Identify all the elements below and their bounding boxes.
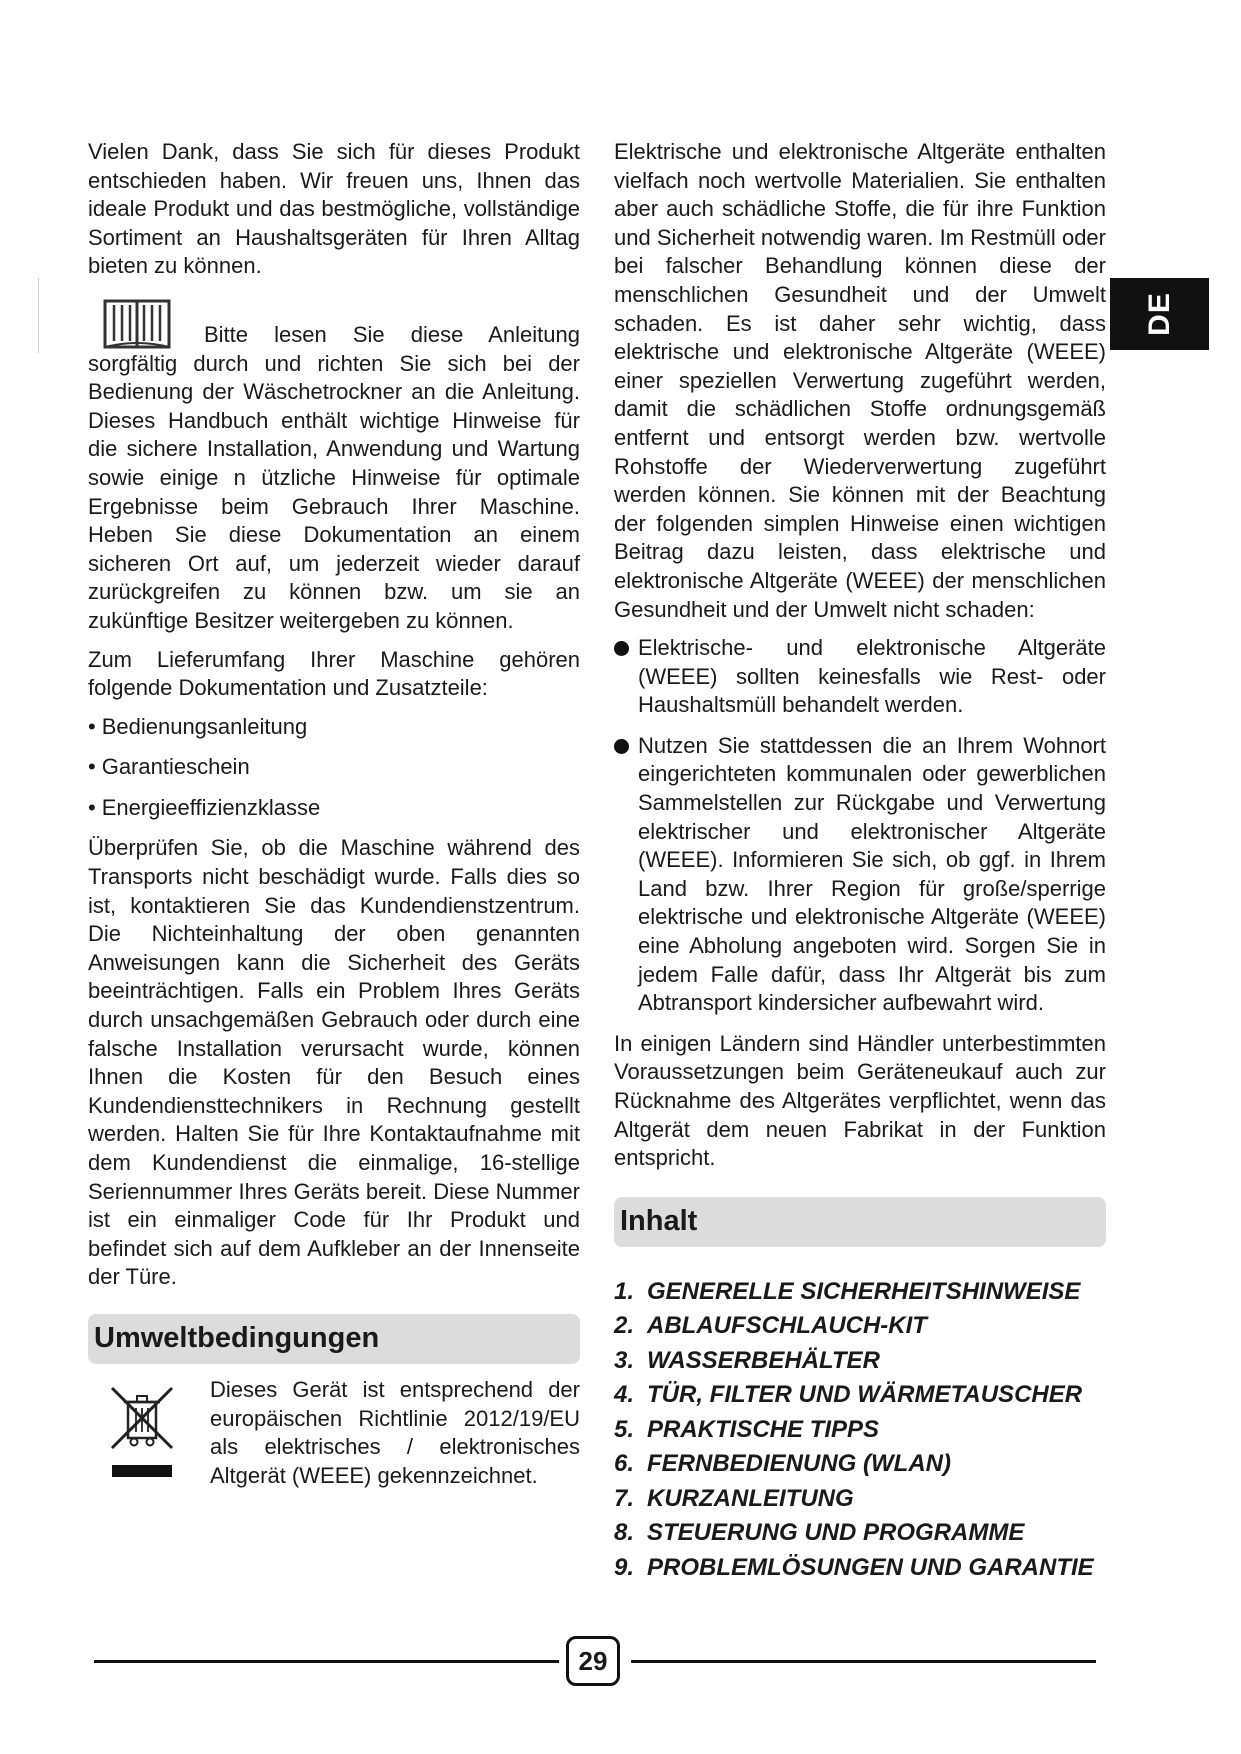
check-paragraph: Überprüfen Sie, ob die Maschine während des Transports nicht beschädigt wurde. Falls dies so ist, kontaktieren Sie das Kundendienstzentrum. Die Nichteinhaltung der oben genannten Anweisungen kann die Sicherheit des Geräts beeinträchtigen. Falls ein Problem Ihres Geräts durch unsachgemäßen Gebrauch oder durch eine falsche Installation verursacht wurde, können Ihnen die Kosten für den Besuch eines Kundendiensttechnikers in Rechnung gestellt werden. Halten Sie für Ihre Kontaktaufnahme mit dem Kundendienst die einmalige, 16-stellige Seriennummer Ihres Geräts bereit. Diese Nummer ist ein einmaliger Code für Ihr Produkt und befindet sich auf dem Aufkleber an der Innenseite der Türe. (88, 835, 580, 1290)
left-column (88, 138, 580, 1490)
delivery-paragraph: Zum Lieferumfang Ihrer Maschine gehören folgende Dokumentation und Zusatzteile: (88, 646, 580, 701)
list-item: Nutzen Sie stattdessen die an Ihrem Wohnort eingerichteten kommunalen oder gewerblichen Sammelstellen zur Rückgabe und Verwertung elektrischer und elektronischer Altgeräte (WEEE). Informieren Sie sich, ob ggf. in Ihrem Land bzw. Ihrer Region für große/sperrige elektrische und elektronische Altgeräte (WEEE) eine Abholung angeboten wird. Sorgen Sie in jedem Falle dafür, dass Ihr Altgerät bis zum Abtransport kindersicher aufbewahrt wird. (614, 732, 1106, 1018)
section-heading-environment: Umweltbedingungen (88, 1314, 580, 1364)
toc-item[interactable]: 4. TÜR, FILTER UND WÄRMETAUSCHER (614, 1381, 1083, 1409)
margin-mark (38, 278, 39, 353)
table-of-contents (614, 1275, 1106, 1586)
toc-item[interactable]: 8. STEUERUNG UND PROGRAMME (614, 1519, 1025, 1547)
toc-item[interactable]: 2. ABLAUFSCHLAUCH-KIT (614, 1312, 927, 1340)
page-number: 29 (566, 1636, 620, 1686)
book-icon (102, 295, 172, 351)
dealer-paragraph: In einigen Ländern sind Händler unterbestimmten Voraussetzungen beim Geräteneukauf auch zur Rücknahme des Altgerätes verpflichtet, wenn das Altgerät dem neuen Fabrikat in der Funktion entspricht. (614, 1030, 1106, 1171)
read-manual-paragraph: Bitte lesen Sie diese Anleitung sorgfältig durch und richten Sie sich bei der Bedienung der Wäschetrockner an die Anleitung. Dieses Handbuch enthält wichtige Hinweise für die sichere Installation, Anwendung und Wartung sowie einige n ützliche Hinweise für optimale Ergebnisse beim Gebrauch Ihrer Maschine. Heben Sie diese Dokumentation an einem sicheren Ort auf, um jederzeit wieder darauf zurückgreifen zu können bzw. um sie an zukünftige Besitzer weitergeben zu können. (88, 321, 580, 633)
toc-item[interactable]: 1. GENERELLE SICHERHEITSHINWEISE (614, 1277, 1081, 1305)
toc-item[interactable]: 5. PRAKTISCHE TIPPS (614, 1415, 880, 1443)
intro-paragraph: Vielen Dank, dass Sie sich für dieses Produkt entschieden haben. Wir freuen uns, Ihnen das ideale Produkt und das bestmögliche, vollständige Sortiment an Haushaltsgeräten für Ihren Alltag bieten zu können. (88, 139, 580, 279)
weee-block (88, 1376, 580, 1490)
toc-item[interactable]: 7. KURZANLEITUNG (614, 1484, 854, 1512)
delivery-list (88, 713, 580, 823)
toc-item[interactable]: 9. PROBLEMLÖSUNGEN UND GARANTIE (614, 1553, 1094, 1581)
weee-bar (112, 1465, 172, 1477)
right-column (614, 138, 1106, 1585)
toc-item[interactable]: 6. FERNBEDIENUNG (WLAN) (614, 1450, 951, 1478)
list-item: • Bedienungsanleitung (88, 713, 580, 742)
list-item: • Energieeffizienzklasse (88, 794, 580, 823)
weee-info-paragraph: Elektrische und elektronische Altgeräte enthalten vielfach noch wertvolle Materialien. Sie enthalten aber auch schädliche Stoffe, die für ihre Funktion und Sicherheit notwendig waren. Im Restmüll oder bei falscher Behandlung können diese der menschlichen Gesundheit und der Umwelt schaden. Es ist daher sehr wichtig, dass elektrische und elektronische Altgeräte (WEEE) einer speziellen Verwertung zugeführt werden, damit die schädlichen Stoffe ordnungsgemäß entfernt und entsorgt werden bzw. wertvolle Rohstoffe der Wiederverwertung zugeführt werden können. Sie können mit der Beachtung der folgenden simplen Hinweise einen wichtigen Beitrag dazu leisten, dass elektrische und elektronische Altgeräte (WEEE) der menschlichen Gesundheit und der Umwelt nicht schaden: (614, 139, 1106, 622)
section-heading-contents: Inhalt (614, 1197, 1106, 1247)
footer-divider-left (94, 1660, 559, 1663)
weee-paragraph: Dieses Gerät ist entsprechend der europäischen Richtlinie 2012/19/EU als elektrisches / elektronisches Altgerät (WEEE) gekennzeichnet. (210, 1376, 580, 1488)
list-item: • Garantieschein (88, 753, 580, 782)
crossed-out-bin-icon (106, 1382, 178, 1454)
list-item: Elektrische- und elektronische Altgeräte (WEEE) sollten keinesfalls wie Rest- oder Haushaltsmüll behandelt werden. (614, 634, 1106, 720)
toc-item[interactable]: 3. WASSERBEHÄLTER (614, 1346, 880, 1374)
weee-bullet-list (614, 634, 1106, 1018)
language-tab: DE (1110, 278, 1209, 350)
footer-divider-right (631, 1660, 1096, 1663)
